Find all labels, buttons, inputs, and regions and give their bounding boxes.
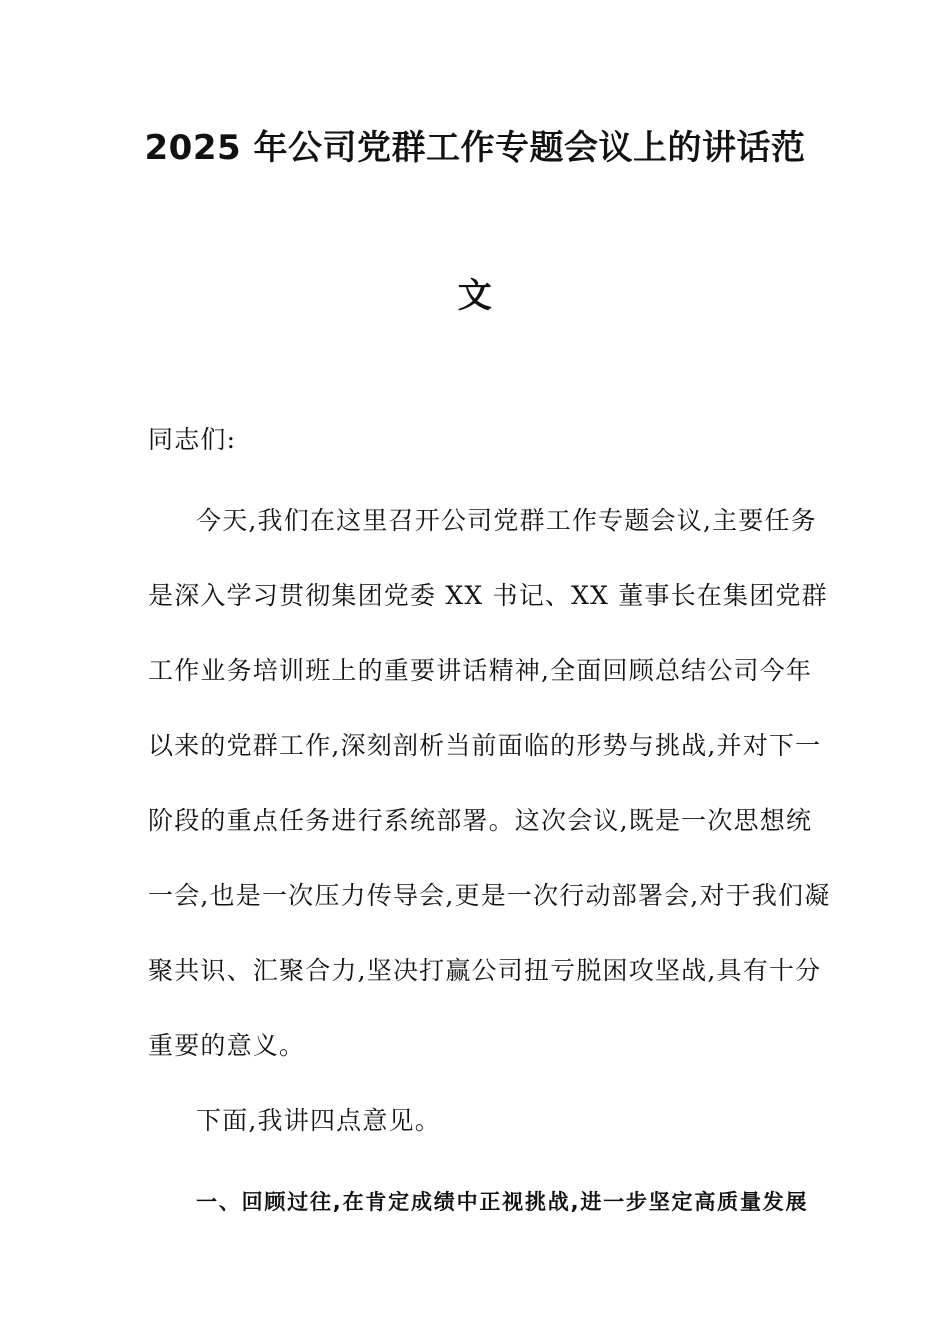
paragraph-1-line-7: 聚共识、汇聚合力,坚决打赢公司扭亏脱困攻坚战,具有十分: [148, 956, 822, 985]
paragraph-1-line-5: 阶段的重点任务进行系统部署。这次会议,既是一次思想统: [148, 806, 813, 835]
salutation: 同志们:: [148, 425, 237, 454]
paragraph-2: 下面,我讲四点意见。: [196, 1106, 441, 1135]
paragraph-1-line-2: 是深入学习贯彻集团党委 XX 书记、XX 董事长在集团党群: [148, 581, 828, 610]
document-title-line-2: 文: [457, 276, 493, 316]
paragraph-1-line-4: 以来的党群工作,深刻剖析当前面临的形势与挑战,并对下一: [148, 731, 822, 760]
paragraph-1-line-1: 今天,我们在这里召开公司党群工作专题会议,主要任务: [196, 506, 817, 535]
document-title-line-1: 2025 年公司党群工作专题会议上的讲话范: [144, 128, 806, 168]
paragraph-1-line-6: 一会,也是一次压力传导会,更是一次行动部署会,对于我们凝: [148, 881, 831, 910]
paragraph-1-line-3: 工作业务培训班上的重要讲话精神,全面回顾总结公司今年: [148, 656, 813, 685]
section-heading-1: 一、回顾过往,在肯定成绩中正视挑战,进一步坚定高质量发展: [196, 1190, 809, 1214]
paragraph-1-line-8: 重要的意义。: [148, 1031, 306, 1060]
